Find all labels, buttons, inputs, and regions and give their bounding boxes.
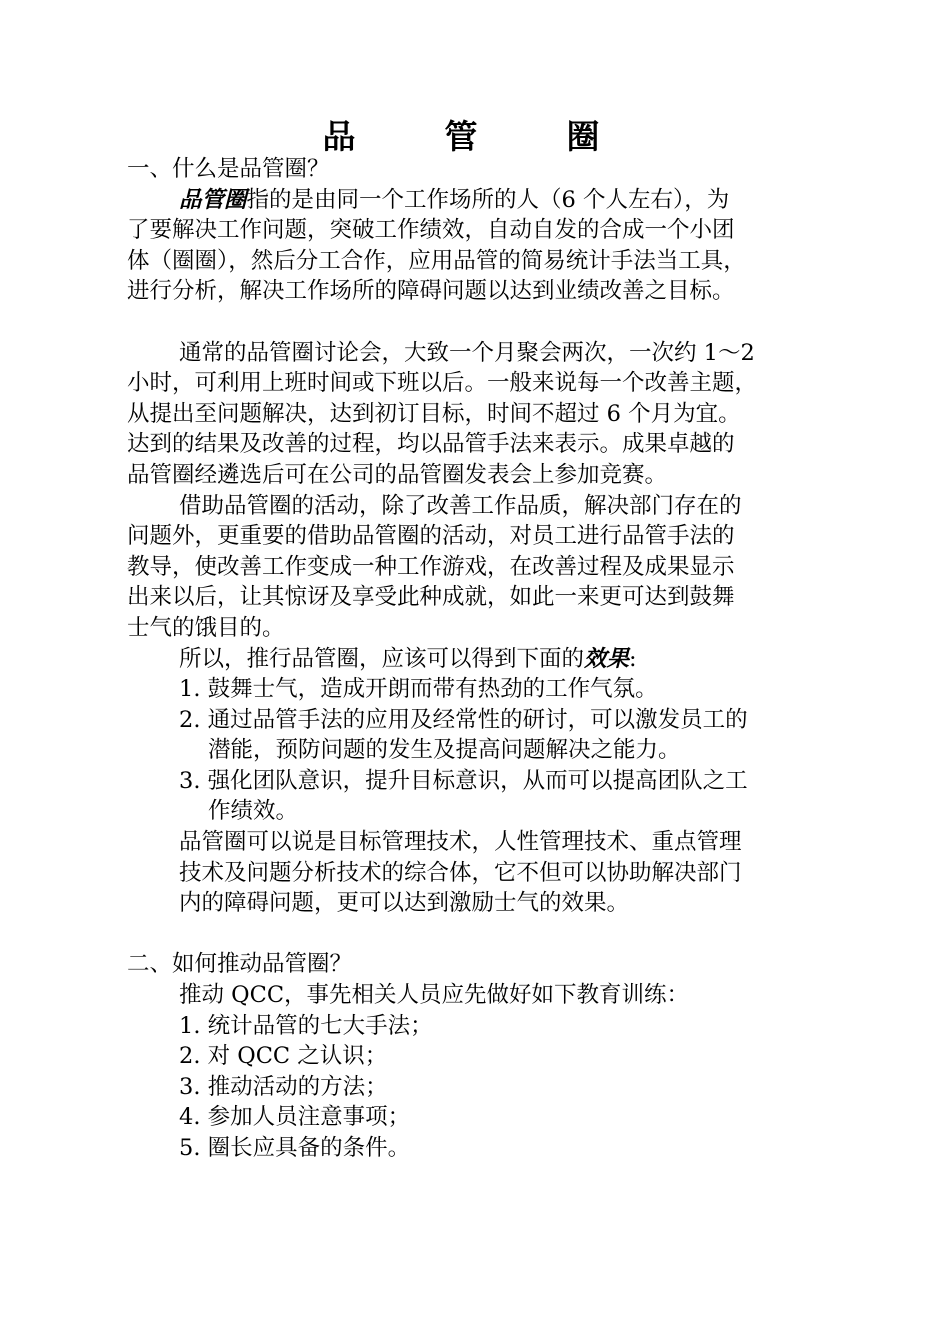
paragraph-activities: [127, 491, 842, 644]
list-number: 1.: [179, 676, 208, 703]
list-item-line: [127, 674, 842, 705]
paragraph-line: 通常的品管圈讨论会，大致一个月聚会两次，一次约 1～2: [179, 339, 755, 366]
list-item-line: 潜能，预防问题的发生及提高问题解决之能力。: [208, 737, 681, 764]
list-item: 1. 统计品管的七大手法；: [179, 1012, 433, 1039]
paragraph-text: :: [629, 645, 637, 672]
section-heading-how-to-promote: 二、如何推动品管圈？: [127, 951, 353, 978]
paragraph-line: 教导，使改善工作变成一种工作游戏，在改善过程及成果显示: [127, 553, 735, 580]
paragraph-line: 内的障碍问题，更可以达到激励士气的效果。: [179, 890, 630, 917]
paragraph-line: 从提出至问题解决，达到初订目标，时间不超过 6 个月为宜。: [127, 400, 741, 427]
list-text: 通过品管手法的应用及经常性的研讨，可以激发员工的: [207, 706, 748, 733]
list-item: 2. 对 QCC 之认识；: [179, 1043, 388, 1070]
paragraph-text: 指的是由同一个工作场所的人（6 个人左右），为: [246, 186, 730, 213]
list-item: 4. 参加人员注意事项；: [179, 1104, 411, 1131]
paragraph-line: 小时，可利用上班时间或下班以后。一般来说每一个改善主题，: [127, 370, 758, 397]
paragraph-meetings: [127, 338, 842, 491]
paragraph-line: 体（圈圈），然后分工合作，应用品管的简易统计手法当工具，: [127, 247, 746, 274]
list-text: 鼓舞士气，造成开朗而带有热劲的工作气氛。: [207, 676, 658, 703]
list-item-line: [127, 766, 842, 797]
effects-list: [127, 674, 842, 827]
paragraph-text: 所以，推行品管圈，应该可以得到下面的: [179, 645, 585, 672]
paragraph-line: 品管圈可以说是目标管理技术，人性管理技术、重点管理: [179, 829, 742, 856]
paragraph-line: 达到的结果及改善的过程，均以品管手法来表示。成果卓越的: [127, 431, 735, 458]
list-item: [127, 705, 842, 766]
paragraph-line: 士气的饿目的。: [127, 614, 285, 641]
list-text: 强化团队意识，提升目标意识，从而可以提高团队之工: [207, 767, 748, 794]
document-body: [127, 154, 842, 1164]
list-number: 3.: [179, 767, 208, 794]
page-title: 品 管 圈: [322, 117, 628, 156]
list-number: 2.: [179, 706, 208, 733]
paragraph-line: 出来以后，让其惊讶及享受此种成就，如此一来更可达到鼓舞: [127, 584, 735, 611]
paragraph-line: 进行分析，解决工作场所的障碍问题以达到业绩改善之目标。: [127, 278, 735, 305]
blank-line: [127, 919, 842, 950]
list-item: [127, 766, 842, 827]
list-item: 3. 推动活动的方法；: [179, 1073, 388, 1100]
paragraph-line: [127, 185, 842, 216]
list-item: [127, 674, 842, 705]
paragraph-line: 了要解决工作问题，突破工作绩效，自动自发的合成一个小团: [127, 217, 735, 244]
paragraph-line: 品管圈经遴选后可在公司的品管圈发表会上参加竞赛。: [127, 461, 668, 488]
section-heading-what-is-qcc: 一、什么是品管圈？: [127, 156, 330, 182]
paragraph-line: 问题外，更重要的借助品管圈的活动，对员工进行品管手法的: [127, 523, 735, 550]
list-item: 5. 圈长应具备的条件。: [179, 1135, 411, 1161]
blank-line: [127, 307, 842, 338]
list-item-line: 作绩效。: [208, 798, 299, 825]
paragraph-training-intro: 推动 QCC，事先相关人员应先做好如下教育训练：: [179, 982, 690, 1009]
paragraph-line: 借助品管圈的活动，除了改善工作品质，解决部门存在的: [179, 492, 742, 519]
paragraph-definition: [127, 185, 842, 307]
paragraph-effects-intro: [127, 644, 842, 675]
list-item-line: [127, 705, 842, 736]
emphasized-term: 效果: [584, 645, 630, 672]
training-list: [127, 1011, 842, 1164]
paragraph-summary: [127, 827, 842, 919]
paragraph-line: 技术及问题分析技术的综合体，它不但可以协助解决部门: [179, 859, 742, 886]
emphasized-term: 品管圈: [179, 186, 247, 213]
